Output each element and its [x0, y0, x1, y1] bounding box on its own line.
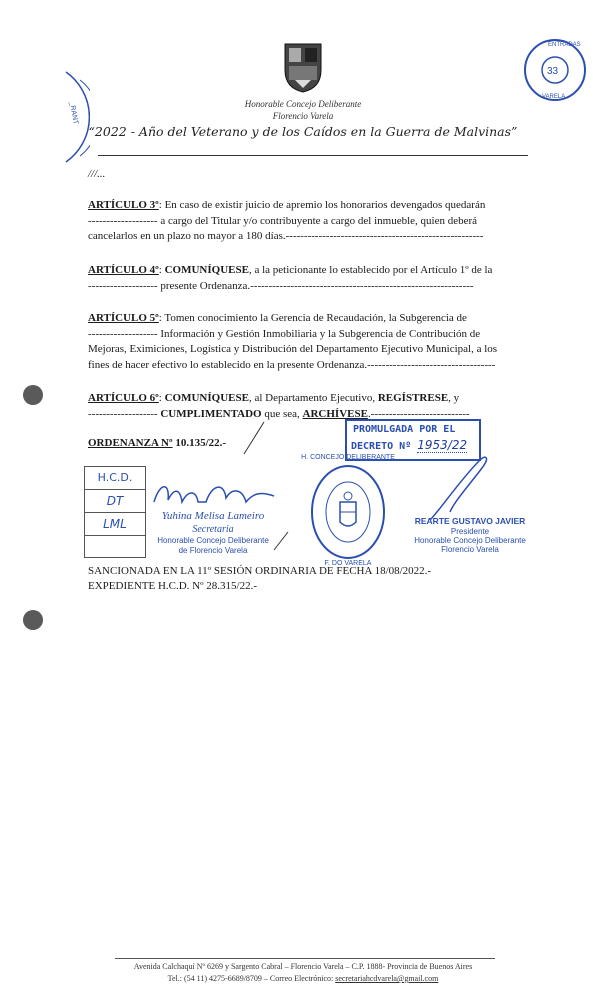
sanction-line-1: SANCIONADA EN LA 11º SESIÓN ORDINARIA DE FECHA 18/08/2022.- [88, 565, 432, 577]
continuation-mark: ///... [88, 168, 106, 180]
punch-hole-upper [23, 385, 43, 405]
footer-contact [0, 974, 606, 983]
svg-text:VARELA: VARELA [542, 94, 566, 100]
seal-text-bottom: F. DO VARELA [324, 560, 372, 567]
svg-text:33: 33 [547, 66, 559, 77]
signature-scribble-left [150, 478, 280, 514]
article-3-line-1: : En caso de existir juicio de apremio los honorarios devengados quedarán [158, 199, 486, 211]
article-6-text-b: , al Departamento Ejecutivo, [248, 392, 378, 404]
article-3-line-3: cancelarlos en un plazo no mayor a 180 días.------------------------------------------------------ [88, 230, 484, 242]
hcd-control-box [84, 466, 146, 558]
decree-number-handwritten: 1953/22 [417, 438, 468, 452]
article-5-line-3: Mejoras, Eximiciones, Logística y Distribución del Departamento Ejecutivo Municipal, a los [88, 343, 498, 355]
signature-left-org-2: de Florencio Varela [178, 546, 248, 555]
article-6-archive: ARCHÍVESE [302, 407, 368, 420]
article-5 [88, 311, 528, 373]
signature-left-role: Secretaria [192, 524, 234, 535]
article-4-bold: COMUNÍQUESE [164, 264, 249, 276]
hcd-box-row-2: LML [85, 513, 145, 536]
signature-right-role: Presidente [450, 527, 490, 536]
header-rule [98, 155, 528, 156]
hcd-box-row-1: DT [85, 490, 145, 513]
institution-name: Honorable Concejo Deliberante [244, 99, 362, 109]
article-6-communicate: COMUNÍQUESE [164, 392, 249, 404]
sanction-line-2: EXPEDIENTE H.C.D. Nº 28.315/22.- [88, 580, 258, 592]
article-5-line-4: fines de hacer efectivo lo establecido en la presente Ordenanza.----------------------------------- [88, 358, 496, 371]
article-4-label: ARTÍCULO 4º [88, 264, 159, 276]
signature-right-org-2: Florencio Varela [441, 545, 499, 554]
year-motto: “2022 - Año del Veterano y de los Caídos en la Guerra de Malvinas” [88, 124, 518, 139]
received-stamp-icon [520, 30, 590, 110]
footer-address: Avenida Calchaquí Nº 6269 y Sargento Cabral – Florencio Varela – C.P. 1888- Provincia de Buenos Aires [133, 962, 473, 971]
pen-tick-mark [272, 528, 292, 554]
article-6-text-c: , y [448, 392, 460, 404]
article-6-text-d: que sea, [261, 407, 303, 420]
article-6-text-e: .--------------------------- [367, 407, 470, 420]
council-seal-icon [308, 462, 388, 562]
svg-text:_RANT: _RANT [68, 101, 79, 125]
footer-email: secretariahcdvarela@gmail.com [335, 974, 439, 983]
article-5-label: ARTÍCULO 5º [88, 312, 159, 324]
institution-city: Florencio Varela [272, 111, 334, 121]
article-6-label: ARTÍCULO 6º [88, 392, 159, 404]
signature-right-name: REARTE GUSTAVO JAVIER [414, 516, 526, 526]
signature-left-org-1: Honorable Concejo Deliberante [157, 536, 269, 545]
punch-hole-lower [23, 610, 43, 630]
article-5-line-1: : Tomen conocimiento la Gerencia de Recaudación, la Subgerencia de [158, 312, 467, 324]
signature-right-org-1: Honorable Concejo Deliberante [414, 536, 526, 545]
footer-contact-text: Tel.: (54 11) 4275-6689/8709 – Correo Electrónico: [167, 974, 336, 983]
signature-left-name: Yuhina Melisa Lameiro [161, 510, 265, 522]
article-3 [88, 198, 528, 245]
article-5-line-2: ------------------- Información y Gestión Inmobiliaria y la Subgerencia de Contribución de [88, 327, 481, 340]
hcd-box-title: H.C.D. [85, 467, 145, 490]
seal-text-top: H. CONCEJO DELIBERANTE [301, 454, 395, 461]
ordinance-number-line [88, 437, 226, 449]
coat-of-arms-icon [281, 40, 325, 94]
article-4-line-2: ------------------- presente Ordenanza.------------------------------------------------------------- [88, 279, 474, 292]
article-4-line-1: , a la peticionante lo establecido por el Artículo 1º de la [248, 264, 493, 276]
promulgation-line-2: DECRETO Nº [351, 441, 412, 452]
ordinance-number: 10.135/22.- [175, 437, 227, 449]
pen-stroke-mark [240, 418, 270, 458]
ordinance-label: ORDENANZA Nº [88, 437, 173, 449]
article-6 [88, 391, 528, 422]
article-6-fulfilled: CUMPLIMENTADO [160, 407, 262, 420]
promulgation-line-1: PROMULGADA POR EL [353, 424, 456, 435]
article-3-label: ARTÍCULO 3º [88, 199, 159, 211]
article-6-register: REGÍSTRESE [377, 392, 449, 404]
article-3-line-2: ------------------- a cargo del Titular y/o contribuyente a cargo del inmueble, quien deberá [88, 214, 478, 227]
footer-rule [115, 958, 495, 959]
article-4: ARTÍCULO 4º: COMUNÍQUESE, a la peticionante lo establecido por el Artículo 1º de la ------------------- presente Ordenanza.------------------------------------------------------------- [88, 263, 528, 294]
article-6-text-a: : [158, 392, 165, 404]
svg-text:ENTRADAS: ENTRADAS [548, 42, 581, 48]
article-6-dash: ------------------- [88, 407, 161, 420]
